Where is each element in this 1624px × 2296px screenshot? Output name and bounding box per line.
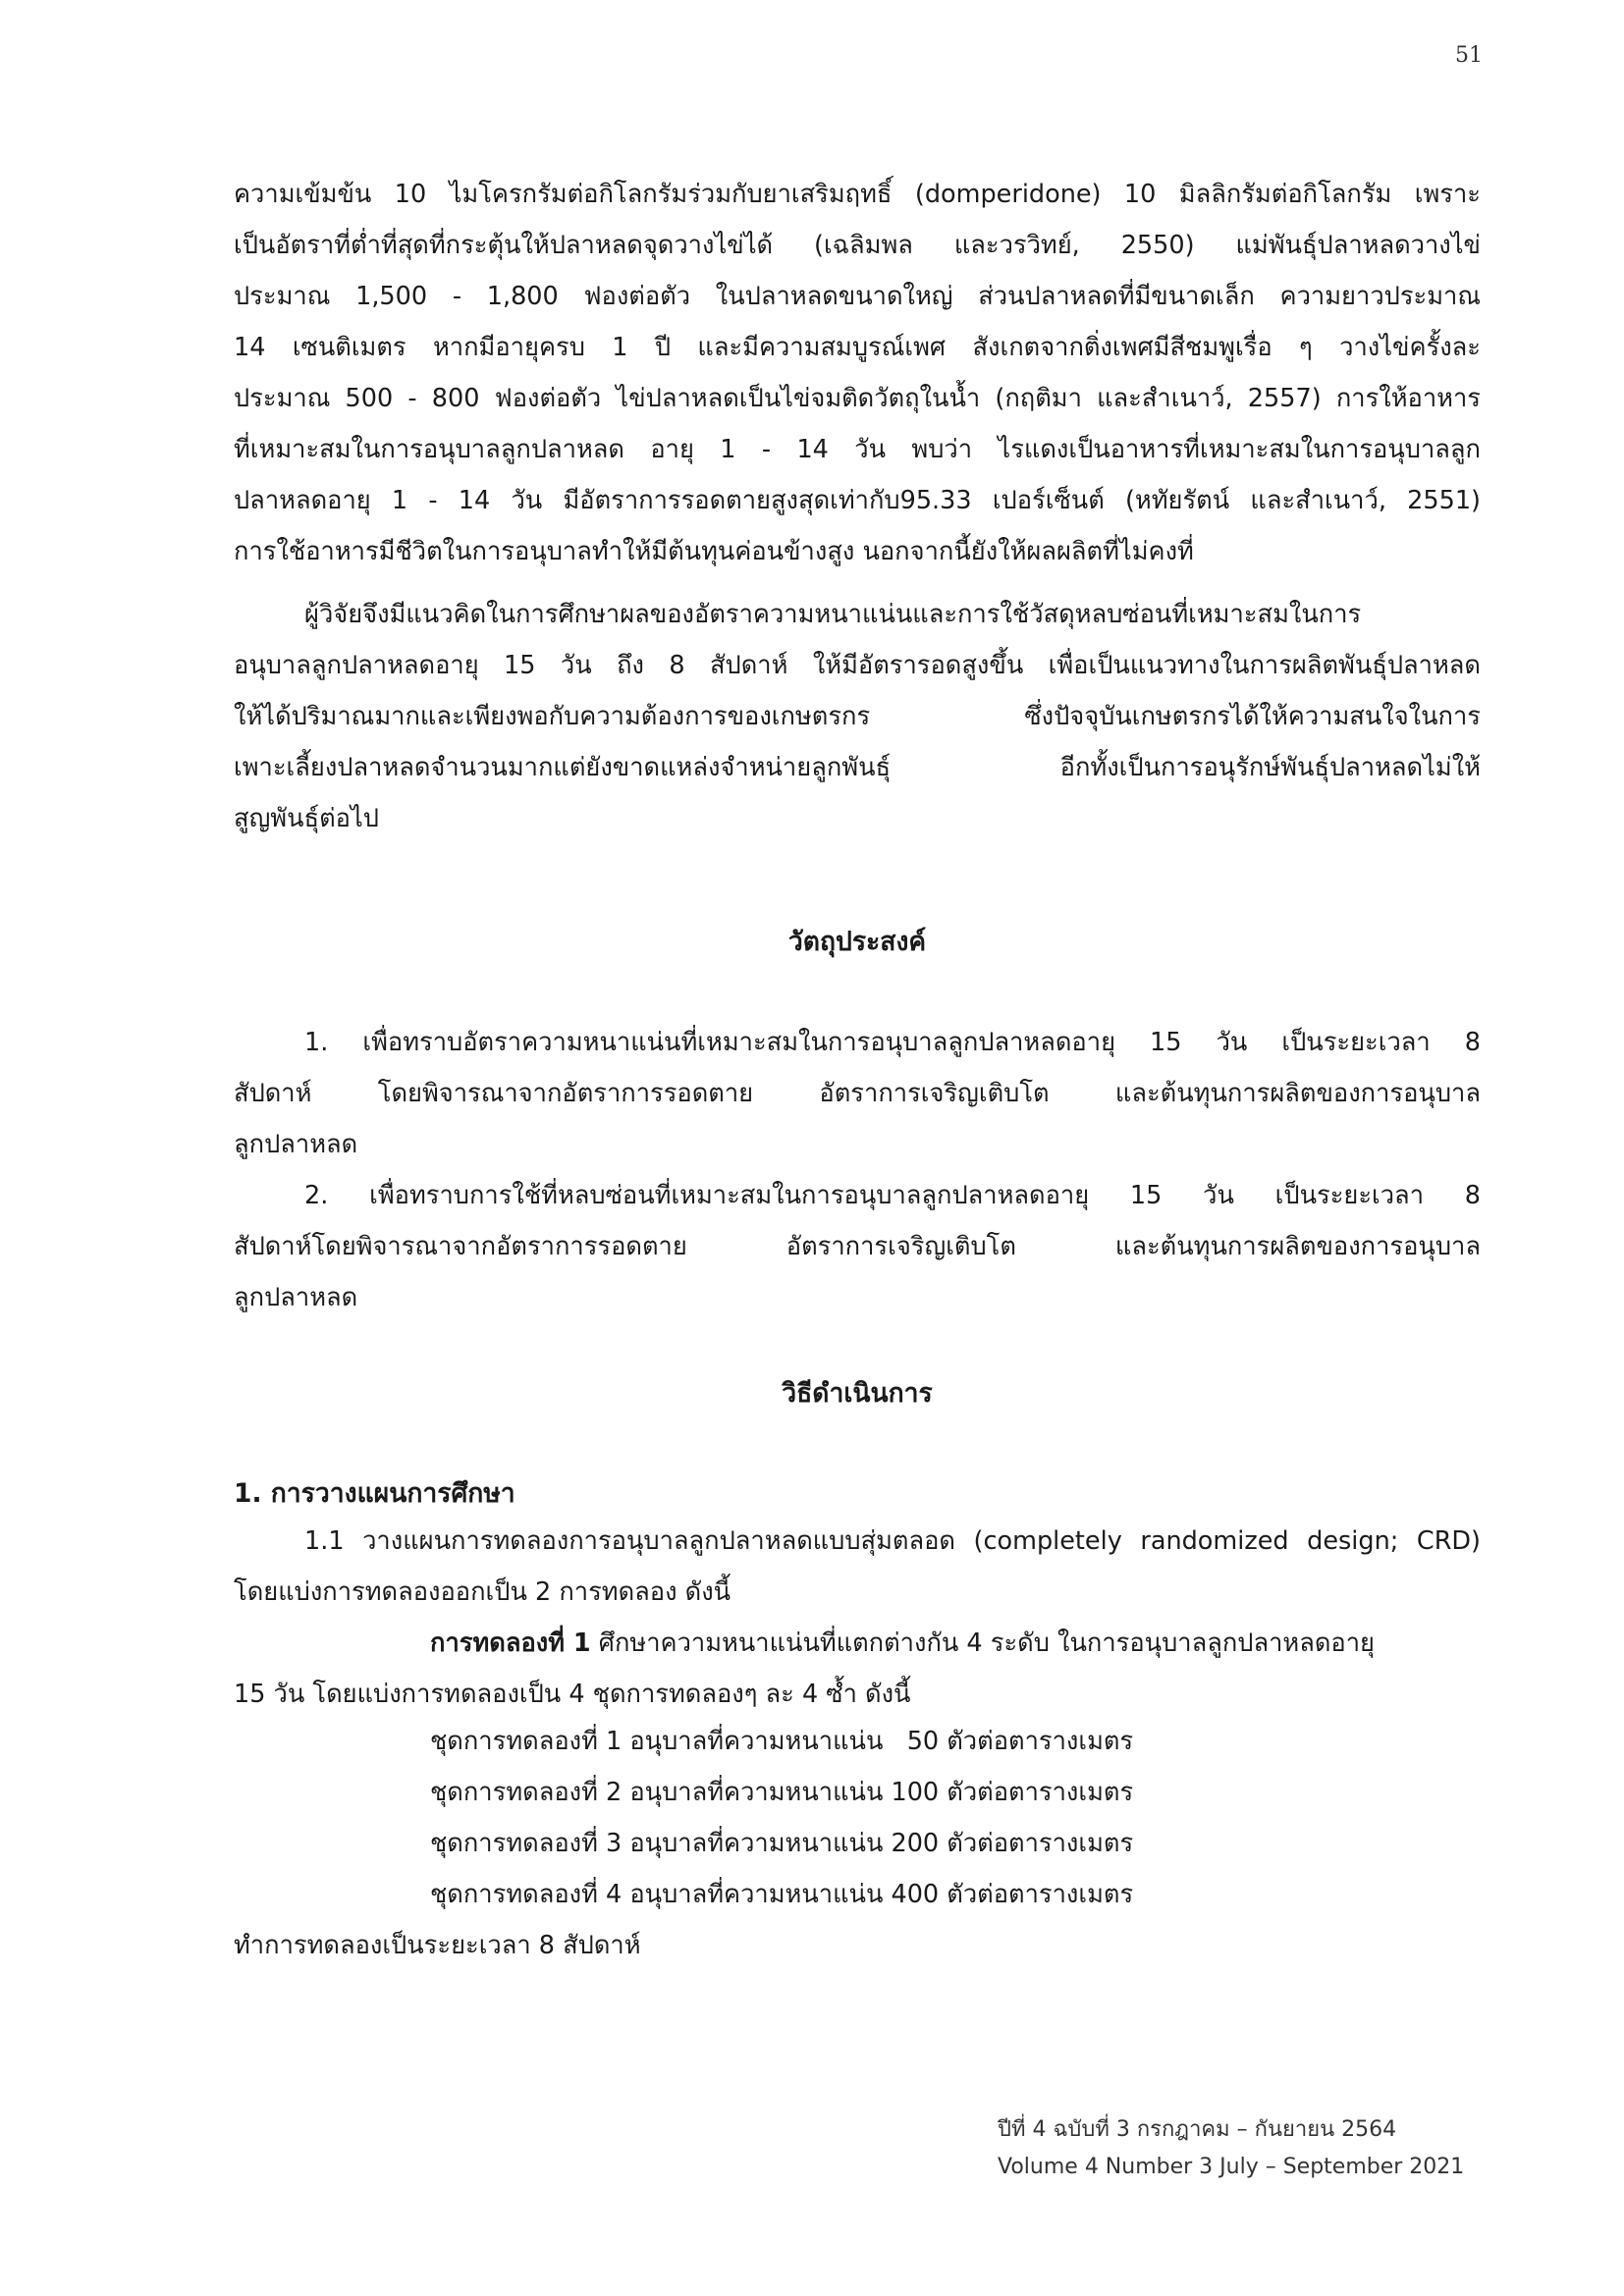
experiment-1 [234, 1618, 1481, 1720]
treatment-list [234, 1716, 1481, 1971]
objective-2 [234, 1170, 1481, 1323]
text-line: ประมาณ 500 - 800 ฟองต่อตัว ไข่ปลาหลดเป็นไข่จมติดวัตถุในน้ำ (กฤติมา และสำเนาว์, 2557) การให้อาหาร [234, 384, 1481, 413]
list-item: ชุดการทดลองที่ 3 อนุบาลที่ความหนาแน่น 200 ตัวต่อตารางเมตร [430, 1829, 1134, 1858]
text-line: ลูกปลาหลด [234, 1130, 358, 1159]
text-line: 1. เพื่อทราบอัตราความหนาแน่นที่เหมาะสมในการอนุบาลลูกปลาหลดอายุ 15 วัน เป็นระยะเวลา 8 [304, 1028, 1481, 1057]
text-line: ลูกปลาหลด [234, 1283, 358, 1312]
text-line: 1.1 วางแผนการทดลองการอนุบาลลูกปลาหลดแบบสุ่มตลอด (completely randomized design; CRD) [304, 1526, 1481, 1556]
text-line: ปลาหลดอายุ 1 - 14 วัน มีอัตราการรอดตายสูงสุดเท่ากับ95.33 เปอร์เซ็นต์ (หทัยรัตน์ และสำเนาว์, 2551) [234, 486, 1481, 515]
text-line: โดยแบ่งการทดลองออกเป็น 2 การทดลอง ดังนี้ [234, 1577, 731, 1607]
experiment-text: ศึกษาความหนาแน่นที่แตกต่างกัน 4 ระดับ ในการอนุบาลลูกปลาหลดอายุ [590, 1629, 1375, 1658]
text-line: ความเข้มข้น 10 ไมโครกรัมต่อกิโลกรัมร่วมกับยาเสริมฤทธิ์ (domperidone) 10 มิลลิกรัมต่อกิโลกรัม เพราะ [234, 180, 1481, 209]
text-line: สัปดาห์โดยพิจารณาจากอัตราการรอดตาย อัตราการเจริญเติบโต และต้นทุนการผลิตของการอนุบาล [234, 1232, 1481, 1261]
footer-english: Volume 4 Number 3 July – September 2021 [998, 2155, 1465, 2179]
methods-heading: วิธีดำเนินการ [782, 1378, 933, 1409]
text-line: เป็นอัตราที่ต่ำที่สุดที่กระตุ้นให้ปลาหลดจุดวางไข่ได้ (เฉลิมพล และวรวิทย์, 2550) แม่พันธุ์ปลาหลดวางไข่ [234, 231, 1481, 260]
text-line: การใช้อาหารมีชีวิตในการอนุบาลทำให้มีต้นทุนค่อนข้างสูง นอกจากนี้ยังให้ผลผลิตที่ไม่คงที่ [234, 537, 1194, 566]
list-item: ชุดการทดลองที่ 2 อนุบาลที่ความหนาแน่น 100 ตัวต่อตารางเมตร [430, 1778, 1134, 1807]
objective-1 [234, 1017, 1481, 1170]
text-line: ประมาณ 1,500 - 1,800 ฟองต่อตัว ในปลาหลดขนาดใหญ่ ส่วนปลาหลดที่มีขนาดเล็ก ความยาวประมาณ [234, 282, 1481, 311]
text-line: สูญพันธุ์ต่อไป [234, 804, 379, 833]
section-1-1 [234, 1516, 1481, 1618]
duration-line: ทำการทดลองเป็นระยะเวลา 8 สัปดาห์ [234, 1931, 641, 1960]
text-line: 15 วัน โดยแบ่งการทดลองเป็น 4 ชุดการทดลองๆ ละ 4 ซ้ำ ดังนี้ [234, 1680, 911, 1709]
list-item: ชุดการทดลองที่ 1 อนุบาลที่ความหนาแน่น 50 ตัวต่อตารางเมตร [430, 1727, 1134, 1756]
text-line: เพาะเลี้ยงปลาหลดจำนวนมากแต่ยังขาดแหล่งจำหน่ายลูกพันธุ์ อีกทั้งเป็นการอนุรักษ์พันธุ์ปลาหลดไม่ให้ [234, 753, 1481, 782]
intro-paragraph [234, 169, 1481, 577]
text-line: 14 เซนติเมตร หากมีอายุครบ 1 ปี และมีความสมบูรณ์เพศ สังเกตจากติ่งเพศมีสีชมพูเรื่อ ๆ วางไข่ครั้งละ [234, 333, 1481, 362]
text-line: ที่เหมาะสมในการอนุบาลลูกปลาหลด อายุ 1 - 14 วัน พบว่า ไรแดงเป็นอาหารที่เหมาะสมในการอนุบาลลูก [234, 435, 1481, 464]
list-item: ชุดการทดลองที่ 4 อนุบาลที่ความหนาแน่น 400 ตัวต่อตารางเมตร [430, 1880, 1134, 1909]
text-line [234, 1618, 1481, 1669]
text-line: ให้ได้ปริมาณมากและเพียงพอกับความต้องการของเกษตรกร ซึ่งปัจจุบันเกษตรกรได้ให้ความสนใจในการ [234, 702, 1481, 731]
text-line: สัปดาห์ โดยพิจารณาจากอัตราการรอดตาย อัตราการเจริญเติบโต และต้นทุนการผลิตของการอนุบาล [234, 1079, 1481, 1108]
text-line: 2. เพื่อทราบการใช้ที่หลบซ่อนที่เหมาะสมในการอนุบาลลูกปลาหลดอายุ 15 วัน เป็นระยะเวลา 8 [304, 1181, 1481, 1210]
section-1-heading: 1. การวางแผนการศึกษา [234, 1478, 515, 1509]
footer-thai: ปีที่ 4 ฉบับที่ 3 กรกฎาคม – กันยายน 2564 [998, 2117, 1397, 2142]
objectives-heading: วัตถุประสงค์ [787, 927, 927, 957]
page-number: 51 [1455, 43, 1483, 68]
rationale-paragraph [234, 589, 1481, 844]
text-line: อนุบาลลูกปลาหลดอายุ 15 วัน ถึง 8 สัปดาห์ ให้มีอัตรารอดสูงขึ้น เพื่อเป็นแนวทางในการผลิตพันธุ์ปลาหลด [234, 651, 1481, 680]
experiment-label: การทดลองที่ 1 [430, 1629, 591, 1658]
text-line: ผู้วิจัยจึงมีแนวคิดในการศึกษาผลของอัตราความหนาแน่นและการใช้วัสดุหลบซ่อนที่เหมาะสมในการ [304, 600, 1362, 629]
